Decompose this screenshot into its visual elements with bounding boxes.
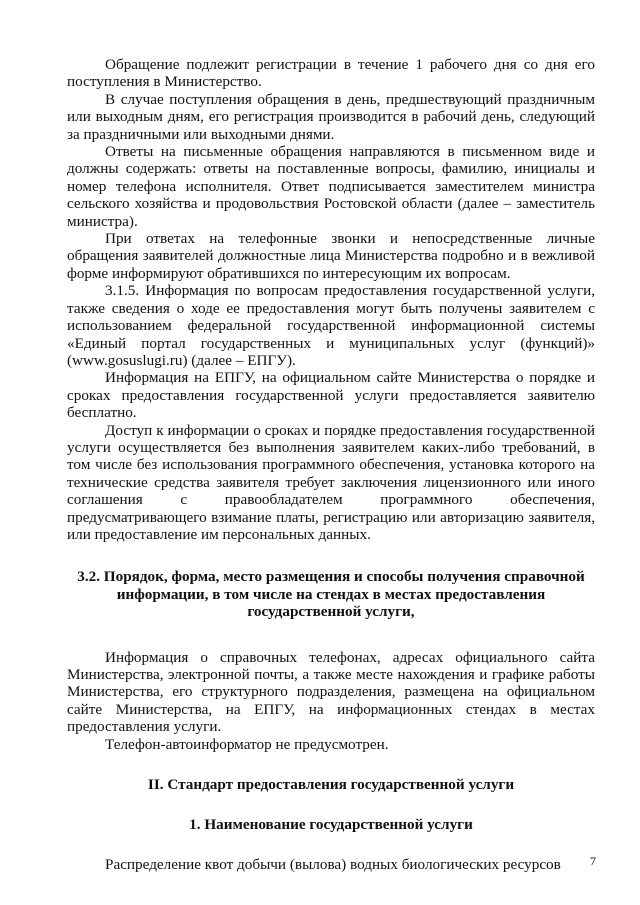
paragraph: Доступ к информации о сроках и порядке предоставления государственной услуги осуществляется без выполнения заявителем каких-либо требований, в том числе без использования программного обеспечения, установка которого на технические средства заявителя требует заключения лицензионного или иного соглашения с правообладателем программного обеспечения, предусматривающего взимание платы, регистрацию или авторизацию заявителя, или предоставление им персональных данных. (67, 421, 595, 543)
paragraph: Информация на ЕПГУ, на официальном сайте Министерства о порядке и сроках предоставления государственной услуги предоставляется заявителю бесплатно. (67, 369, 595, 422)
page-number: 7 (590, 854, 596, 868)
paragraph: 3.1.5. Информация по вопросам предоставления государственной услуги, также сведения о ходе ее предоставления могут быть получены заявителем с использованием федеральной государственной информационной системы «Единый портал государственных и муниципальных услуг (функций)» (www.gosuslugi.ru) (далее – ЕПГУ). (67, 282, 595, 369)
paragraph: При ответах на телефонные звонки и непосредственные личные обращения заявителей должностные лица Министерства подробно и в вежливой форме информируют обратившихся по интересующим их вопросам. (67, 230, 595, 282)
paragraph: Информация о справочных телефонах, адресах официального сайта Министерства, электронной почты, а также месте нахождения и графике работы Министерства, его структурного подразделения, размещена на официальном сайте Министерства, на ЕПГУ, на информационных стендах в местах предоставления услуги. (67, 648, 595, 736)
section-heading-standard: II. Стандарт предоставления государственной услуги (147, 776, 515, 794)
section-heading-3-2: 3.2. Порядок, форма, место размещения и способы получения справочной информации, в том числе на стендах в местах предоставления государственной услуги, (77, 568, 585, 621)
paragraph: Обращение подлежит регистрации в течение 1 рабочего дня со дня его поступления в Министерство. (67, 56, 595, 91)
paragraph: В случае поступления обращения в день, предшествующий праздничным или выходным дням, его регистрация производится в рабочий день, следующий за праздничными или выходными днями. (67, 90, 595, 143)
paragraph: Ответы на письменные обращения направляются в письменном виде и должны содержать: ответы на поставленные вопросы, фамилию, инициалы и номер телефона исполнителя. Ответ подписывается заместителем министра сельского хозяйства и продовольствия Ростовской области (далее – заместитель министра). (67, 143, 595, 230)
section-heading-service-name: 1. Наименование государственной услуги (189, 816, 473, 834)
document-page (67, 56, 595, 873)
paragraph: Телефон-автоинформатор не предусмотрен. (105, 735, 389, 753)
paragraph: Распределение квот добычи (вылова) водных биологических ресурсов (105, 855, 561, 873)
